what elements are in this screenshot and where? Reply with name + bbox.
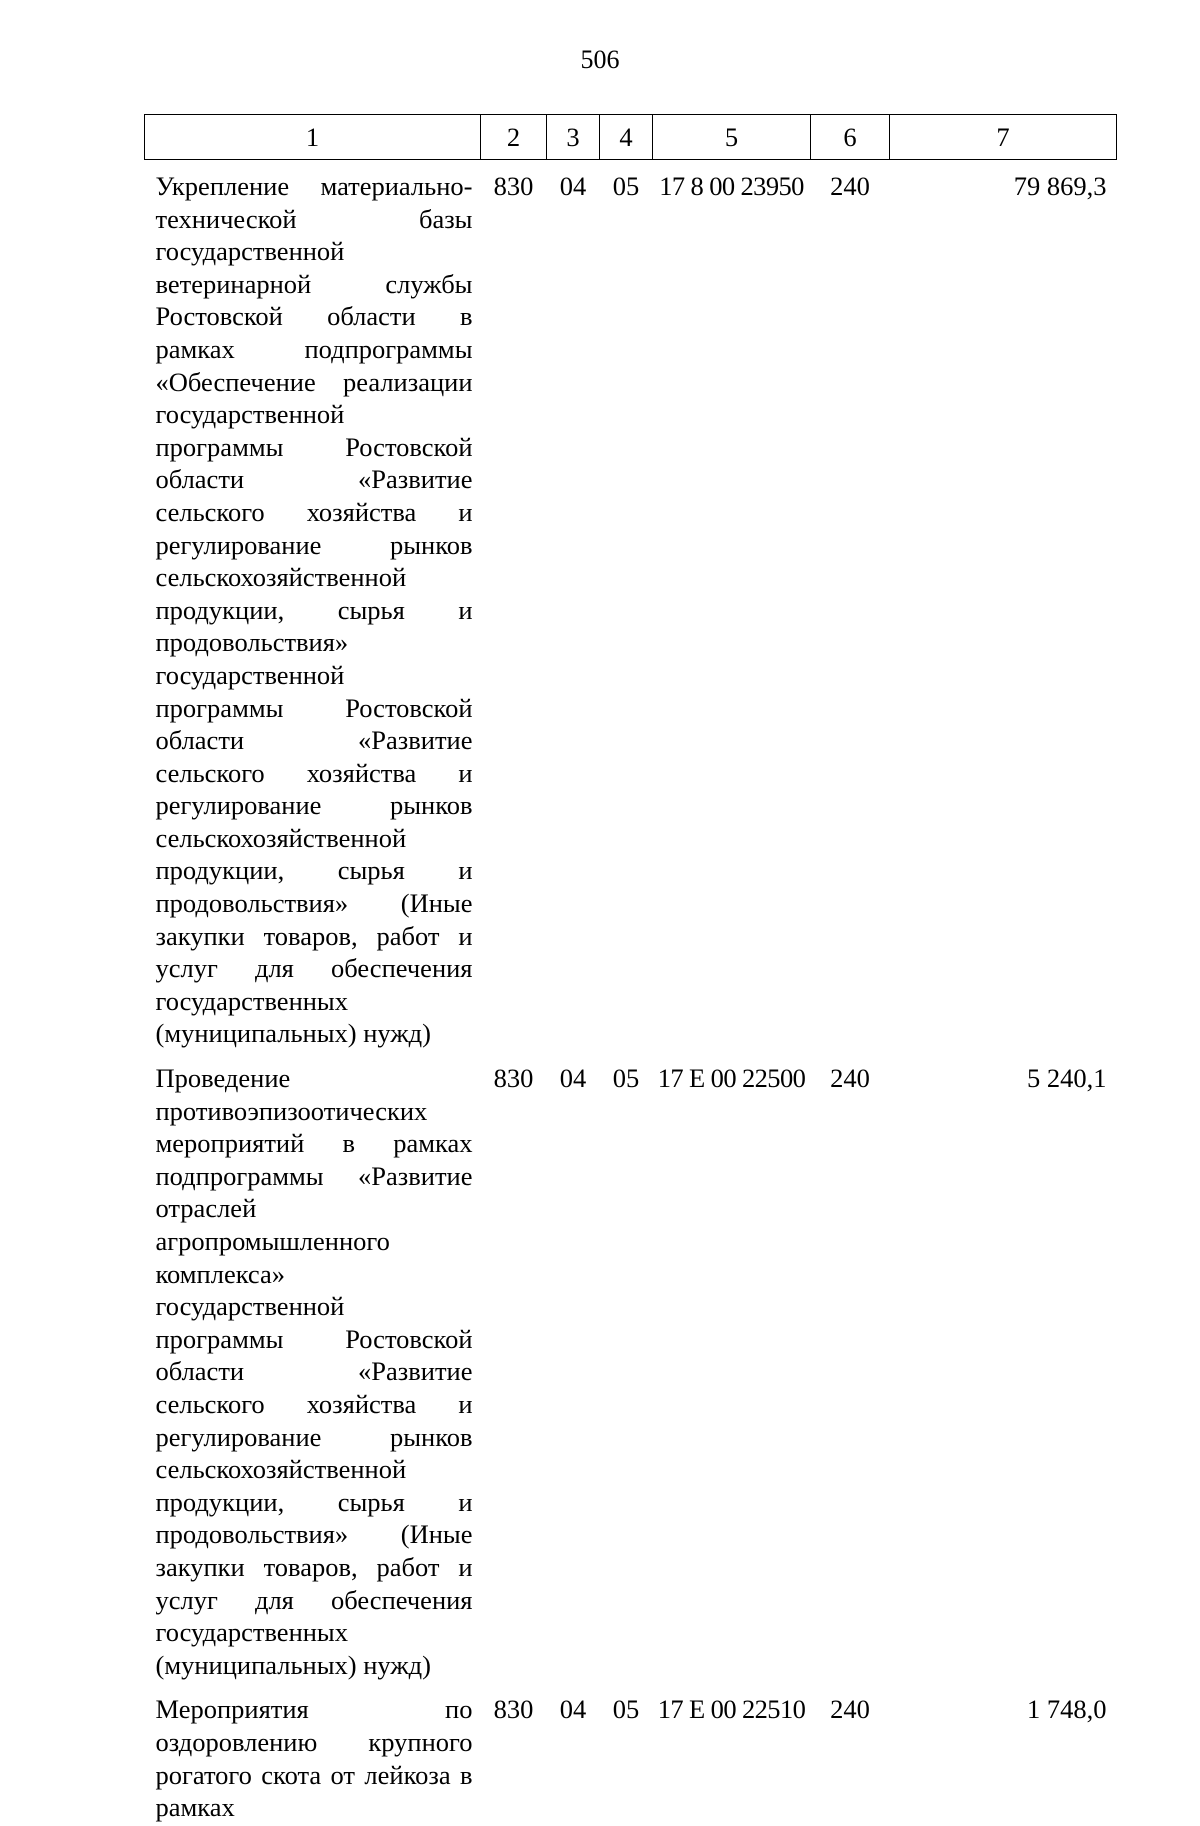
column-header: 4	[600, 115, 653, 160]
row-amount: 79 869,3	[1013, 171, 1107, 201]
row-ministry-code: 830	[493, 171, 534, 201]
row-ministry-code: 830	[493, 1063, 534, 1094]
row-amount: 1 748,0	[1027, 1694, 1107, 1725]
column-header: 6	[811, 115, 890, 160]
row-target-article: 17 8 00 23950	[659, 171, 804, 201]
row-target-article: 17 Е 00 22510	[657, 1694, 806, 1725]
row-section-code: 04	[559, 171, 587, 201]
table-header-row	[145, 115, 1117, 160]
row-subsection-code: 05	[612, 1063, 640, 1094]
budget-table	[144, 114, 1117, 1826]
row-expense-type: 240	[830, 1063, 870, 1094]
row-description: Укрепление материально-технической базы государственной ветеринарной службы Ростовской области в рамках подпрограммы «Обеспечение реализации государственной программы Ростовской области «Развитие сельского хозяйства и регулирование рынков сельскохозяйственной продукции, сырья и продовольствия» государственной программы Ростовской области «Развитие сельского хозяйства и регулирование рынков сельскохозяйственной продукции, сырья и продовольствия» (Иные закупки товаров, работ и услуг для обеспечения государственных (муниципальных) нужд)	[155, 171, 473, 1049]
row-description: Проведение противоэпизоотических мероприятий в рамках подпрограммы «Развитие отраслей агропромышленного комплекса» государственной программы Ростовской области «Развитие сельского хозяйства и регулирование рынков сельскохозяйственной продукции, сырья и продовольствия» (Иные закупки товаров, работ и услуг для обеспечения государственных (муниципальных) нужд)	[155, 1063, 473, 1680]
column-header: 3	[547, 115, 600, 160]
row-expense-type: 240	[830, 1694, 870, 1725]
row-amount: 5 240,1	[1027, 1063, 1107, 1094]
row-ministry-code: 830	[493, 1694, 534, 1725]
table-row	[145, 160, 1117, 1053]
row-expense-type: 240	[830, 171, 870, 201]
page-number: 506	[580, 45, 620, 74]
table-row	[145, 1683, 1117, 1825]
column-header: 5	[653, 115, 811, 160]
row-subsection-code: 05	[612, 171, 640, 201]
row-description: Мероприятия по оздоровлению крупного рогатого скота от лейкоза в рамках	[155, 1694, 473, 1823]
column-header: 1	[145, 115, 481, 160]
column-header: 7	[890, 115, 1117, 160]
column-header: 2	[481, 115, 547, 160]
row-target-article: 17 Е 00 22500	[657, 1063, 806, 1094]
row-section-code: 04	[559, 1694, 587, 1725]
table-row	[145, 1052, 1117, 1683]
row-section-code: 04	[559, 1063, 587, 1094]
row-subsection-code: 05	[612, 1694, 640, 1725]
